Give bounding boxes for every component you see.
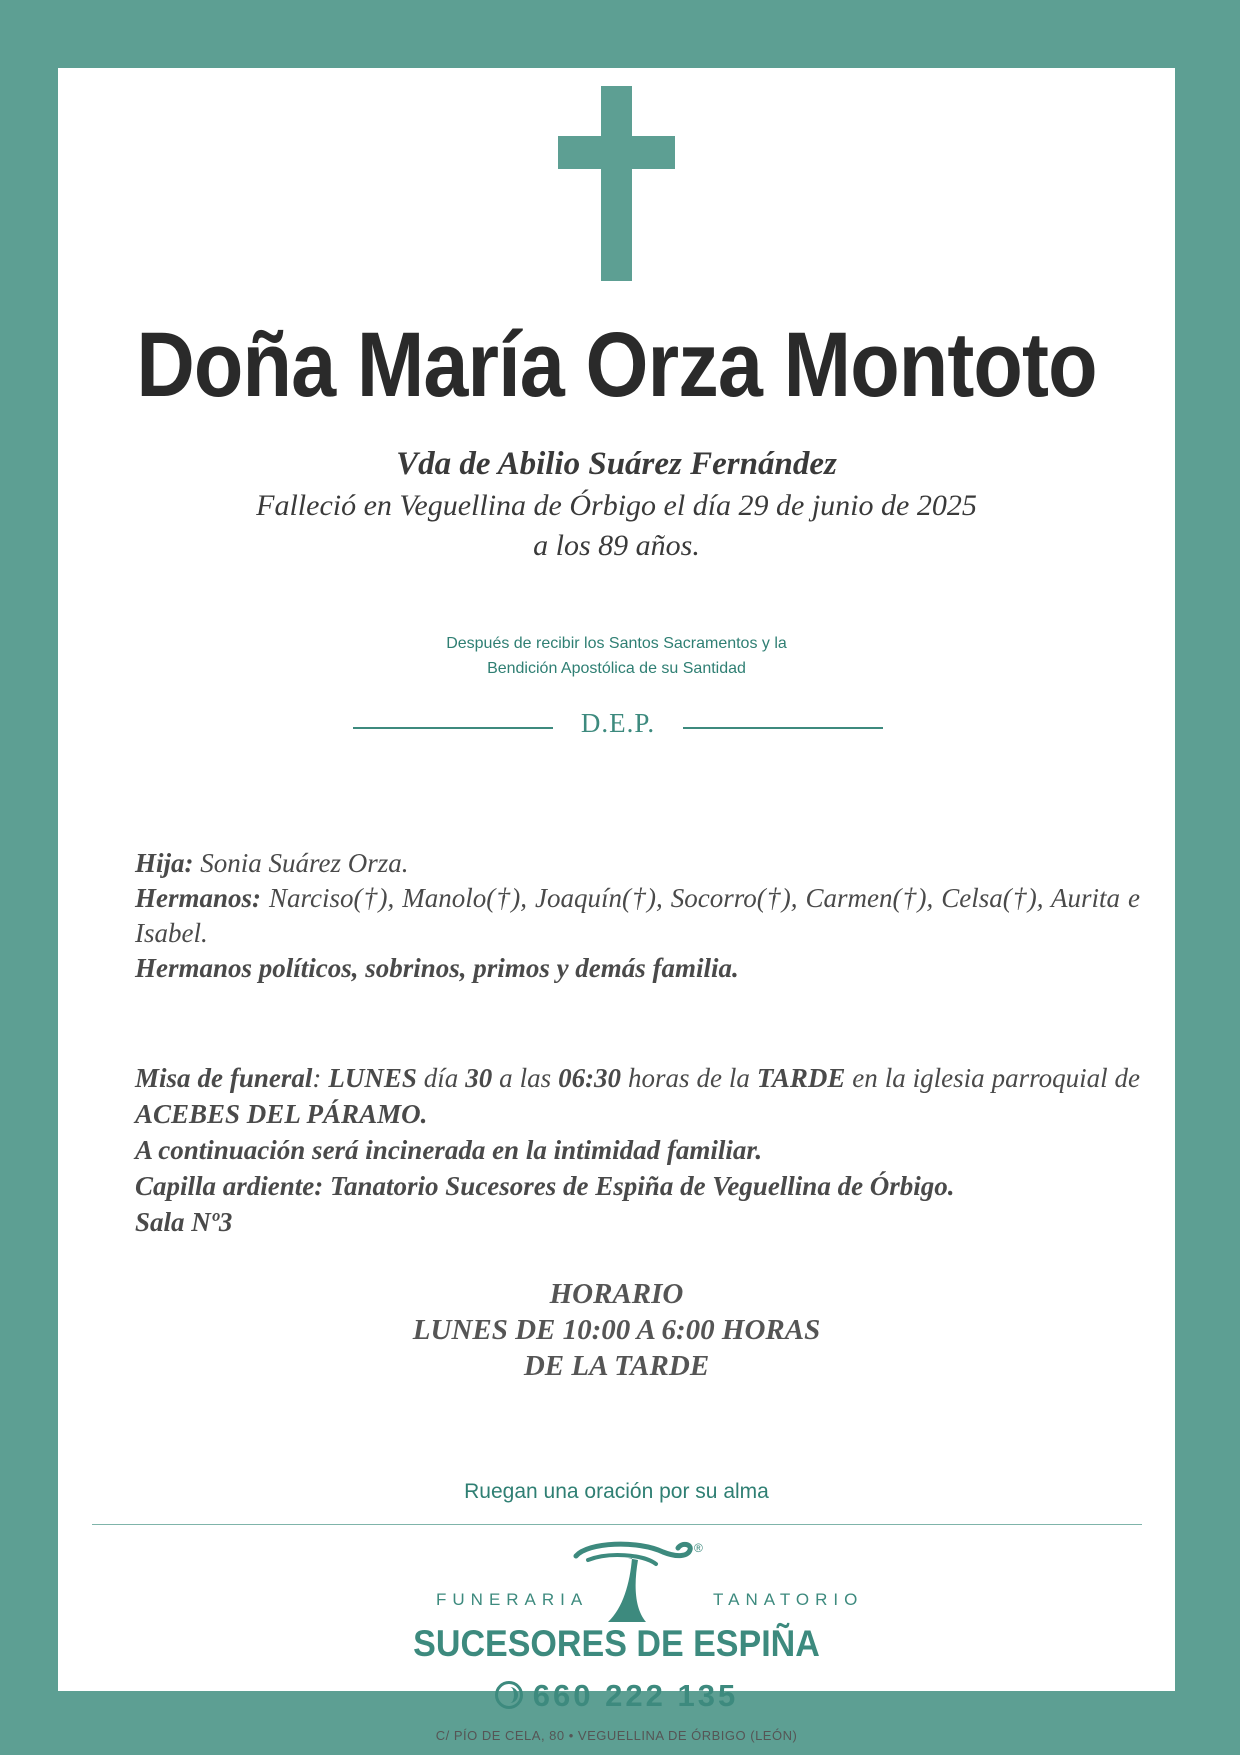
mass-day: LUNES [328,1063,417,1093]
death-line: Falleció en Veguellina de Órbigo el día 29 de junio de 2025 [256,489,977,522]
mass-line: Misa de funeral: LUNES día 30 a las 06:30 horas de la TARDE en la iglesia parroquial de ACEBES DEL PÁRAMO. [135,1063,1141,1129]
dep-text: D.E.P. [580,708,656,738]
sacraments-text [58,631,1175,681]
death-info [58,486,1175,566]
mass-time: 06:30 [558,1063,622,1093]
divider-line-right [683,727,883,729]
prayer-request: Ruegan una oración por su alma [464,1480,769,1503]
mass-label: Misa de funeral [135,1063,313,1093]
phone-row [58,1678,1175,1714]
schedule-title: HORARIO [549,1278,684,1310]
siblings-line [135,881,1140,951]
age-line: a los 89 años. [533,529,700,562]
company-name: SUCESORES DE ESPIÑA [413,1623,820,1664]
divider-line-left [353,727,553,729]
footer-divider [92,1524,1142,1525]
family-section [135,846,1140,986]
obituary-sheet [58,68,1175,1743]
phone-icon [495,1681,523,1709]
sacraments-line: Bendición Apostólica de su Santidad [487,660,746,677]
funeraria-label: FUNERARIA [436,1590,589,1609]
deceased-name: Doña María Orza Montoto [136,314,1097,416]
daughter-label: Hija: [135,848,194,878]
registered-mark: ® [694,1541,703,1555]
mass-period: TARDE [756,1063,846,1093]
phone-number: 660 222 135 [532,1678,739,1713]
schedule [58,1276,1175,1384]
schedule-line: LUNES DE 10:00 A 6:00 HORAS [412,1314,821,1346]
room-line: Sala Nº3 [135,1207,233,1237]
chapel-line: Capilla ardiente: Tanatorio Sucesores de Espiña de Veguellina de Órbigo. [135,1171,955,1201]
company-address: C/ PÍO DE CELA, 80 • VEGUELLINA DE ÓRBIGO (LEÓN) [435,1728,798,1743]
siblings-label: Hermanos: [135,883,262,913]
dep-divider [353,708,883,748]
continuation-line: A continuación será incinerada en la intimidad familiar. [135,1135,763,1165]
widow-of: Vda de Abilio Suárez Fernández [396,446,837,482]
sacraments-line: Después de recibir los Santos Sacramentos y la [446,635,787,652]
daughter-line [135,846,1140,881]
mass-date: 30 [465,1063,493,1093]
funeral-section [135,1060,1140,1240]
funeral-home-logo [568,1538,708,1628]
siblings-names: Narciso(†), Manolo(†), Joaquín(†), Socorro(†), Carmen(†), Celsa(†), Aurita e Isabel. [135,883,1141,948]
church-name: ACEBES DEL PÁRAMO. [135,1099,428,1129]
cross-icon [58,86,1175,281]
other-family: Hermanos políticos, sobrinos, primos y demás familia. [135,953,739,983]
tanatorio-label: TANATORIO [713,1590,864,1609]
schedule-line: DE LA TARDE [523,1350,710,1382]
daughter-name: Sonia Suárez Orza. [200,848,409,878]
